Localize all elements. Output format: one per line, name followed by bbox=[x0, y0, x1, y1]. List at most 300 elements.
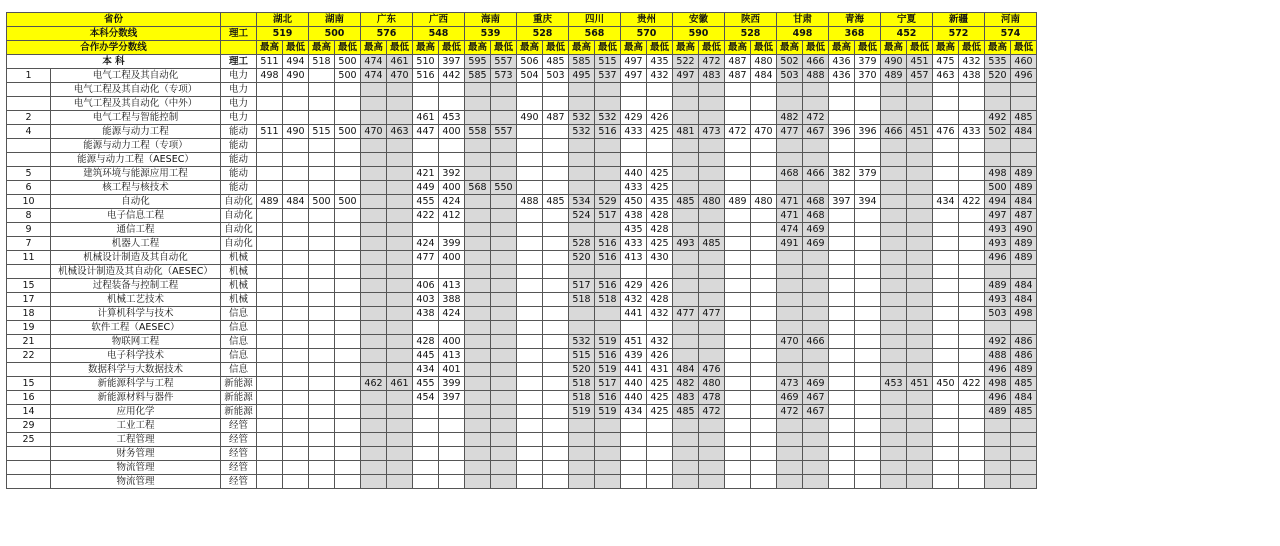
score-cell: 428 bbox=[647, 223, 673, 237]
low-header: 最低 bbox=[803, 41, 829, 55]
score-cell: 457 bbox=[907, 69, 933, 83]
low-header: 最低 bbox=[1011, 41, 1037, 55]
major-name: 应用化学 bbox=[51, 405, 221, 419]
score-cell bbox=[855, 307, 881, 321]
score-cell bbox=[829, 209, 855, 223]
score-cell: 429 bbox=[621, 111, 647, 125]
score-cell bbox=[361, 419, 387, 433]
score-cell bbox=[803, 363, 829, 377]
score-cell bbox=[803, 83, 829, 97]
score-cell bbox=[517, 223, 543, 237]
score-cell bbox=[543, 251, 569, 265]
score-cell: 502 bbox=[985, 125, 1011, 139]
score-cell bbox=[517, 405, 543, 419]
score-cell: 477 bbox=[413, 251, 439, 265]
score-cell: 396 bbox=[829, 125, 855, 139]
score-cell: 585 bbox=[465, 69, 491, 83]
score-cell bbox=[361, 139, 387, 153]
score-cell bbox=[465, 195, 491, 209]
major-name: 数据科学与大数据技术 bbox=[51, 363, 221, 377]
score-cell bbox=[491, 405, 517, 419]
score-cell bbox=[621, 139, 647, 153]
score-cell bbox=[647, 321, 673, 335]
score-cell bbox=[257, 237, 283, 251]
score-cell bbox=[959, 405, 985, 419]
score-cell bbox=[881, 195, 907, 209]
score-cell bbox=[985, 461, 1011, 475]
score-cell bbox=[257, 209, 283, 223]
score-cell bbox=[803, 307, 829, 321]
score-cell bbox=[517, 447, 543, 461]
score-cell: 511 bbox=[257, 125, 283, 139]
score-cell bbox=[881, 97, 907, 111]
score-cell bbox=[777, 265, 803, 279]
major-code bbox=[7, 265, 51, 279]
score-cell: 466 bbox=[803, 335, 829, 349]
score-cell bbox=[257, 293, 283, 307]
major-code: 15 bbox=[7, 377, 51, 391]
score-cell bbox=[725, 181, 751, 195]
score-cell bbox=[595, 83, 621, 97]
score-cell: 478 bbox=[699, 391, 725, 405]
score-cell: 440 bbox=[621, 391, 647, 405]
score-cell: 432 bbox=[647, 335, 673, 349]
province-line-value: 576 bbox=[361, 27, 413, 41]
major-row bbox=[7, 419, 1037, 433]
score-cell: 515 bbox=[569, 349, 595, 363]
score-cell bbox=[933, 321, 959, 335]
score-cell bbox=[465, 475, 491, 489]
major-dept: 经管 bbox=[221, 461, 257, 475]
score-cell bbox=[309, 265, 335, 279]
score-cell bbox=[517, 363, 543, 377]
score-cell bbox=[803, 461, 829, 475]
score-cell: 451 bbox=[907, 125, 933, 139]
score-cell: 502 bbox=[777, 55, 803, 69]
province-header: 宁夏 bbox=[881, 13, 933, 27]
score-cell: 486 bbox=[1011, 349, 1037, 363]
score-cell bbox=[985, 153, 1011, 167]
score-cell: 466 bbox=[881, 125, 907, 139]
score-cell bbox=[881, 349, 907, 363]
score-cell bbox=[257, 139, 283, 153]
score-cell bbox=[725, 153, 751, 167]
score-cell bbox=[491, 419, 517, 433]
score-cell bbox=[257, 83, 283, 97]
high-header: 最高 bbox=[829, 41, 855, 55]
score-cell bbox=[569, 475, 595, 489]
score-cell bbox=[673, 433, 699, 447]
score-cell bbox=[387, 461, 413, 475]
score-cell bbox=[881, 447, 907, 461]
score-cell bbox=[257, 391, 283, 405]
score-cell bbox=[517, 167, 543, 181]
score-cell bbox=[855, 447, 881, 461]
score-cell bbox=[335, 419, 361, 433]
score-cell bbox=[803, 447, 829, 461]
province-header: 新疆 bbox=[933, 13, 985, 27]
score-cell: 522 bbox=[673, 55, 699, 69]
score-cell bbox=[439, 223, 465, 237]
score-cell: 451 bbox=[907, 377, 933, 391]
score-cell bbox=[933, 139, 959, 153]
score-cell: 438 bbox=[959, 69, 985, 83]
score-cell bbox=[387, 349, 413, 363]
major-row bbox=[7, 153, 1037, 167]
score-cell bbox=[517, 209, 543, 223]
score-cell: 558 bbox=[465, 125, 491, 139]
score-cell bbox=[829, 111, 855, 125]
major-code bbox=[7, 83, 51, 97]
score-cell bbox=[621, 447, 647, 461]
score-cell: 585 bbox=[569, 55, 595, 69]
score-cell bbox=[387, 433, 413, 447]
score-cell: 428 bbox=[413, 335, 439, 349]
score-cell bbox=[283, 181, 309, 195]
score-cell: 497 bbox=[621, 55, 647, 69]
score-cell bbox=[647, 265, 673, 279]
score-cell bbox=[855, 349, 881, 363]
score-cell: 470 bbox=[751, 125, 777, 139]
score-cell bbox=[933, 335, 959, 349]
score-cell bbox=[777, 293, 803, 307]
score-cell bbox=[647, 83, 673, 97]
score-cell bbox=[361, 83, 387, 97]
major-dept: 自动化 bbox=[221, 223, 257, 237]
score-cell: 439 bbox=[621, 349, 647, 363]
major-row bbox=[7, 293, 1037, 307]
score-cell: 485 bbox=[1011, 405, 1037, 419]
score-cell bbox=[309, 139, 335, 153]
score-cell bbox=[933, 405, 959, 419]
high-header: 最高 bbox=[413, 41, 439, 55]
score-cell bbox=[283, 279, 309, 293]
score-cell: 424 bbox=[413, 237, 439, 251]
score-cell bbox=[829, 475, 855, 489]
score-cell bbox=[699, 223, 725, 237]
score-cell bbox=[595, 97, 621, 111]
score-cell bbox=[283, 349, 309, 363]
score-cell bbox=[543, 83, 569, 97]
score-cell bbox=[751, 349, 777, 363]
score-cell: 516 bbox=[595, 391, 621, 405]
score-cell bbox=[387, 153, 413, 167]
score-cell bbox=[257, 279, 283, 293]
score-cell bbox=[595, 307, 621, 321]
score-cell bbox=[725, 83, 751, 97]
score-cell bbox=[309, 237, 335, 251]
score-cell: 442 bbox=[439, 69, 465, 83]
score-cell: 488 bbox=[517, 195, 543, 209]
major-row bbox=[7, 475, 1037, 489]
high-header: 最高 bbox=[985, 41, 1011, 55]
major-name: 机械工艺技术 bbox=[51, 293, 221, 307]
low-header: 最低 bbox=[335, 41, 361, 55]
score-cell bbox=[517, 251, 543, 265]
score-cell: 489 bbox=[257, 195, 283, 209]
score-cell bbox=[699, 167, 725, 181]
score-cell bbox=[257, 349, 283, 363]
score-cell bbox=[309, 181, 335, 195]
major-dept: 能动 bbox=[221, 139, 257, 153]
score-cell: 485 bbox=[699, 237, 725, 251]
score-cell bbox=[335, 251, 361, 265]
score-cell: 471 bbox=[777, 195, 803, 209]
score-cell bbox=[283, 167, 309, 181]
major-dept: 信息 bbox=[221, 321, 257, 335]
score-cell bbox=[751, 461, 777, 475]
score-cell bbox=[829, 377, 855, 391]
score-cell bbox=[283, 265, 309, 279]
score-cell bbox=[465, 391, 491, 405]
major-row bbox=[7, 391, 1037, 405]
score-cell bbox=[959, 307, 985, 321]
score-cell bbox=[725, 433, 751, 447]
score-cell: 476 bbox=[699, 363, 725, 377]
score-cell bbox=[933, 363, 959, 377]
score-cell bbox=[829, 293, 855, 307]
score-cell bbox=[881, 111, 907, 125]
score-cell: 475 bbox=[933, 55, 959, 69]
score-cell bbox=[361, 293, 387, 307]
score-cell bbox=[283, 223, 309, 237]
score-cell bbox=[361, 405, 387, 419]
score-cell: 516 bbox=[595, 251, 621, 265]
score-cell bbox=[751, 307, 777, 321]
score-cell bbox=[803, 97, 829, 111]
score-cell bbox=[959, 279, 985, 293]
score-cell bbox=[751, 279, 777, 293]
major-name: 通信工程 bbox=[51, 223, 221, 237]
score-cell: 447 bbox=[413, 125, 439, 139]
major-name: 软件工程（AESEC） bbox=[51, 321, 221, 335]
score-cell: 461 bbox=[413, 111, 439, 125]
score-cell: 422 bbox=[959, 195, 985, 209]
high-header: 最高 bbox=[257, 41, 283, 55]
score-cell bbox=[803, 139, 829, 153]
score-cell bbox=[803, 321, 829, 335]
score-cell bbox=[907, 139, 933, 153]
score-cell bbox=[803, 433, 829, 447]
score-cell: 430 bbox=[647, 251, 673, 265]
score-cell: 434 bbox=[413, 363, 439, 377]
score-cell: 519 bbox=[595, 405, 621, 419]
score-cell bbox=[777, 349, 803, 363]
major-code: 15 bbox=[7, 279, 51, 293]
score-cell: 497 bbox=[985, 209, 1011, 223]
major-name: 电子科学技术 bbox=[51, 349, 221, 363]
score-cell: 425 bbox=[647, 125, 673, 139]
score-cell bbox=[673, 265, 699, 279]
score-cell bbox=[933, 461, 959, 475]
score-cell bbox=[283, 153, 309, 167]
score-cell bbox=[465, 237, 491, 251]
score-cell bbox=[985, 419, 1011, 433]
major-name: 物流管理 bbox=[51, 475, 221, 489]
score-cell: 492 bbox=[985, 111, 1011, 125]
score-cell bbox=[985, 139, 1011, 153]
high-header: 最高 bbox=[777, 41, 803, 55]
score-cell bbox=[595, 167, 621, 181]
score-cell bbox=[933, 181, 959, 195]
score-cell bbox=[569, 83, 595, 97]
score-cell bbox=[517, 279, 543, 293]
score-cell: 469 bbox=[803, 237, 829, 251]
score-cell bbox=[777, 97, 803, 111]
score-cell: 490 bbox=[1011, 223, 1037, 237]
score-cell bbox=[543, 223, 569, 237]
score-cell bbox=[387, 475, 413, 489]
score-cell: 492 bbox=[985, 335, 1011, 349]
score-cell bbox=[309, 209, 335, 223]
score-cell bbox=[569, 321, 595, 335]
score-cell bbox=[387, 209, 413, 223]
score-cell bbox=[777, 419, 803, 433]
score-cell bbox=[595, 223, 621, 237]
score-cell: 433 bbox=[621, 237, 647, 251]
major-dept: 新能源 bbox=[221, 391, 257, 405]
major-row bbox=[7, 321, 1037, 335]
score-cell bbox=[621, 83, 647, 97]
score-cell bbox=[881, 237, 907, 251]
high-header: 最高 bbox=[725, 41, 751, 55]
score-cell: 455 bbox=[413, 377, 439, 391]
score-cell bbox=[283, 111, 309, 125]
major-code: 22 bbox=[7, 349, 51, 363]
score-cell bbox=[413, 83, 439, 97]
major-name: 财务管理 bbox=[51, 447, 221, 461]
score-cell: 468 bbox=[803, 209, 829, 223]
score-cell: 489 bbox=[985, 279, 1011, 293]
score-cell bbox=[907, 237, 933, 251]
major-code: 21 bbox=[7, 335, 51, 349]
low-header: 最低 bbox=[855, 41, 881, 55]
score-cell bbox=[257, 321, 283, 335]
score-cell: 462 bbox=[361, 377, 387, 391]
score-cell bbox=[725, 293, 751, 307]
score-cell bbox=[257, 405, 283, 419]
score-cell bbox=[543, 447, 569, 461]
score-cell bbox=[257, 111, 283, 125]
low-header: 最低 bbox=[699, 41, 725, 55]
score-cell bbox=[439, 321, 465, 335]
score-cell bbox=[569, 433, 595, 447]
major-row bbox=[7, 265, 1037, 279]
score-cell bbox=[855, 293, 881, 307]
score-cell bbox=[959, 419, 985, 433]
major-dept: 信息 bbox=[221, 363, 257, 377]
benke-line-label: 本科分数线 bbox=[7, 27, 221, 41]
score-cell bbox=[361, 433, 387, 447]
major-code: 11 bbox=[7, 251, 51, 265]
score-cell bbox=[829, 391, 855, 405]
score-cell: 428 bbox=[647, 209, 673, 223]
score-cell bbox=[751, 335, 777, 349]
score-cell bbox=[491, 153, 517, 167]
province-line-value: 572 bbox=[933, 27, 985, 41]
high-header: 最高 bbox=[517, 41, 543, 55]
score-cell bbox=[491, 139, 517, 153]
score-cell bbox=[647, 433, 673, 447]
score-cell bbox=[335, 405, 361, 419]
score-cell bbox=[725, 111, 751, 125]
score-cell bbox=[907, 475, 933, 489]
score-cell bbox=[387, 139, 413, 153]
score-cell bbox=[413, 265, 439, 279]
score-cell bbox=[647, 475, 673, 489]
score-cell bbox=[829, 279, 855, 293]
score-cell bbox=[543, 461, 569, 475]
score-cell bbox=[309, 461, 335, 475]
province-header: 安徽 bbox=[673, 13, 725, 27]
score-cell bbox=[517, 377, 543, 391]
major-name: 核工程与核技术 bbox=[51, 181, 221, 195]
score-cell bbox=[855, 321, 881, 335]
score-cell: 472 bbox=[699, 55, 725, 69]
score-cell bbox=[491, 279, 517, 293]
score-cell bbox=[283, 405, 309, 419]
major-code bbox=[7, 153, 51, 167]
score-cell bbox=[829, 265, 855, 279]
score-cell: 493 bbox=[985, 237, 1011, 251]
major-dept: 经管 bbox=[221, 419, 257, 433]
major-code: 10 bbox=[7, 195, 51, 209]
score-cell: 489 bbox=[881, 69, 907, 83]
score-cell bbox=[543, 167, 569, 181]
score-cell bbox=[855, 433, 881, 447]
score-cell bbox=[855, 475, 881, 489]
major-code bbox=[7, 97, 51, 111]
score-cell: 432 bbox=[647, 69, 673, 83]
score-cell bbox=[491, 447, 517, 461]
score-cell bbox=[933, 475, 959, 489]
score-cell bbox=[855, 461, 881, 475]
score-cell: 519 bbox=[569, 405, 595, 419]
score-cell: 403 bbox=[413, 293, 439, 307]
score-cell bbox=[517, 153, 543, 167]
score-cell: 504 bbox=[517, 69, 543, 83]
score-cell: 453 bbox=[881, 377, 907, 391]
score-cell bbox=[413, 97, 439, 111]
score-cell bbox=[413, 139, 439, 153]
score-cell: 485 bbox=[543, 195, 569, 209]
high-header: 最高 bbox=[361, 41, 387, 55]
score-cell bbox=[465, 265, 491, 279]
score-cell: 489 bbox=[1011, 363, 1037, 377]
score-cell bbox=[985, 265, 1011, 279]
score-cell: 490 bbox=[283, 69, 309, 83]
score-cell bbox=[855, 83, 881, 97]
score-cell: 438 bbox=[413, 307, 439, 321]
score-cell: 397 bbox=[439, 55, 465, 69]
score-cell bbox=[491, 237, 517, 251]
score-cell bbox=[491, 349, 517, 363]
score-cell bbox=[621, 265, 647, 279]
high-header: 最高 bbox=[465, 41, 491, 55]
score-cell bbox=[751, 447, 777, 461]
score-cell bbox=[491, 391, 517, 405]
score-cell bbox=[439, 265, 465, 279]
score-cell: 426 bbox=[647, 111, 673, 125]
score-cell bbox=[387, 195, 413, 209]
score-cell bbox=[465, 433, 491, 447]
score-cell: 412 bbox=[439, 209, 465, 223]
score-cell: 484 bbox=[1011, 125, 1037, 139]
score-cell: 496 bbox=[985, 363, 1011, 377]
score-cell bbox=[959, 83, 985, 97]
score-cell bbox=[335, 181, 361, 195]
score-cell bbox=[257, 181, 283, 195]
